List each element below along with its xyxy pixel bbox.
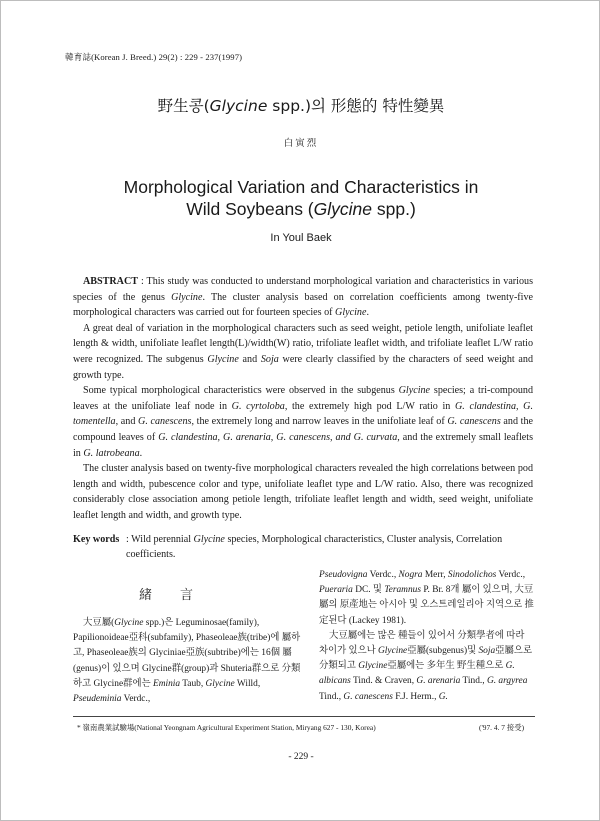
text: Tind.,: [319, 691, 344, 702]
italic-text: Pueraria: [319, 585, 353, 596]
italic-text: Teramnus: [384, 585, 421, 596]
english-author: In Youl Baek: [270, 232, 332, 244]
text: 亞屬으로 分類되고: [319, 646, 533, 672]
italic-text: G.: [438, 691, 448, 702]
text: .: [139, 447, 143, 459]
text: Verdc.,: [121, 694, 151, 705]
italic-text: Sinodolichos: [447, 570, 497, 580]
text: Verdc.,: [367, 570, 399, 580]
italic-text: Glycine: [378, 646, 408, 657]
italic-text: Glycine: [358, 661, 388, 672]
text: DC. 및: [352, 585, 385, 596]
korean-author: 白寅烈: [283, 138, 319, 149]
korean-title-genus: Glycine: [209, 97, 268, 115]
footnote-divider: [73, 716, 535, 717]
italic-text: Eminia: [152, 678, 181, 689]
abstract: [73, 274, 533, 524]
italic-text: G. clandestina, G. arenaria, G. canescens, and G. curvata: [158, 431, 398, 443]
page-number: - 229 -: [288, 752, 314, 762]
text: Tind. & Craven,: [350, 676, 417, 687]
text: 亞屬에는 多年生 野生種으로: [387, 661, 506, 672]
text: : This study was conducted to understand morphological variation and characteristics in various species of the genus: [73, 276, 533, 303]
text: A great deal of variation in the morphological characters such as seed weight, petiole length, unifoliate leaflet length & width, unifoliate leaflet length(L)/width(W) ratio, trifoliate leaflet width, and trifoliate leaflet L/W ratio were recognized. The subgenus: [73, 322, 533, 365]
text: F.J. Herm.,: [392, 691, 439, 702]
text: P. Br. 8개 屬이 있으며, 大豆屬의 原產地는 아시아 및 오스트레일리아 지역으로 推定된다 (Lackey 1981).: [319, 585, 534, 626]
text: and: [238, 353, 261, 365]
body-column-left: [73, 616, 305, 707]
italic-text: Glycine: [205, 678, 235, 689]
body-paragraph: [319, 629, 535, 705]
text: : Wild perennial: [126, 534, 194, 545]
italic-text: Glycine: [171, 291, 203, 303]
english-title: [1, 176, 600, 220]
italic-text: Glycine: [398, 385, 431, 397]
text: were clearly classified by the characters of seed weight and growth type.: [73, 353, 534, 381]
abstract-paragraph-4: The cluster analysis based on twenty-five morphological characters revealed the high correlations between pod length and width, pubescence color and type, unifoliate leaflet type and L/W ratio. Also, there was recognized considerably close association among petiole length, trifoliate leaflet length and width, seed weight, unifoliate leaflet length and width, and growth type.: [73, 463, 533, 521]
abstract-label: ABSTRACT: [83, 276, 138, 287]
italic-text: G. canescens: [343, 691, 393, 702]
journal-citation: 韓育誌(Korean J. Breed.) 29(2) : 229 - 237(1997): [65, 52, 243, 62]
abstract-paragraph-2: [73, 321, 533, 383]
korean-title-part: spp.)의 形態的 特性變異: [267, 97, 445, 115]
italic-text: Glycine: [207, 353, 239, 365]
italic-text: Glycine: [114, 618, 144, 628]
italic-text: G. albicans: [319, 661, 515, 687]
italic-text: G. clandestina, G. tomentella: [73, 400, 533, 428]
body-paragraph: [319, 568, 535, 629]
text: , the extremely long and narrow leaves in the unifoliate leaf of: [191, 416, 448, 428]
body-paragraph: [73, 616, 305, 707]
text: Verdc.,: [496, 570, 526, 580]
english-title-line2: [1, 198, 600, 220]
text: Willd,: [234, 678, 261, 689]
italic-text: Soja: [260, 353, 279, 365]
section-title-introduction: 緒言: [139, 588, 222, 603]
italic-text: G. canescens: [447, 416, 501, 428]
text: Merr,: [422, 570, 448, 580]
text: and the compound leaves of: [73, 416, 533, 443]
korean-title-part: 野生콩(: [157, 97, 210, 115]
italic-text: Pseudeminia: [73, 694, 122, 705]
abstract-paragraph-1: [73, 274, 533, 321]
italic-text: Pseudovigna: [319, 570, 368, 580]
english-title-line1: Morphological Variation and Characteristics in: [123, 177, 479, 197]
text: species; a tri-compound leaves at the unifoliate leaf node in: [73, 385, 534, 412]
body-column-right: [319, 568, 535, 705]
italic-text: G. canescens: [138, 416, 192, 428]
english-title-part: Wild Soybeans (: [186, 199, 314, 219]
keywords-text: [126, 532, 533, 562]
text: , and the extremely small leaflets in: [73, 431, 533, 459]
affiliation-footnote: * 嶺南農業試驗場(National Yeongnam Agricultural Experiment Station, Miryang 627 - 130, Korea): [77, 723, 376, 732]
korean-title: [1, 94, 600, 116]
italic-text: Glycine: [193, 534, 225, 545]
text: . The cluster analysis based on correlation coefficients among twenty-five morphological characters was carried out for fourteen species of: [73, 291, 533, 319]
text: , the extremely high pod L/W ratio in: [284, 400, 455, 412]
text: Some typical morphological characteristics were observed in the subgenus: [83, 385, 399, 397]
english-title-genus: Glycine: [313, 199, 372, 219]
text: .: [366, 307, 369, 319]
text: 大豆屬(: [83, 618, 115, 628]
text: spp.)은 Leguminosae(family), Papilionoideae亞科(subfamily), Phaseoleae族(tribe)에 屬하고, Phaseoleae族의 Glyciniae亞族(subtribe)에는 16個 屬(genus)이 있으며 Glycine群(group)과 Shuteria群으로 分類하고 Glycine群에는: [73, 618, 301, 689]
abstract-paragraph-3: [73, 383, 533, 461]
italic-text: Soja: [478, 646, 496, 657]
italic-text: Nogra: [398, 570, 423, 580]
text: Taub,: [180, 678, 206, 689]
received-date: ('97. 4. 7 接受): [479, 723, 525, 732]
text: species, Morphological characteristics, Cluster analysis, Correlation coefficients.: [126, 534, 503, 560]
text: Tind.,: [460, 676, 487, 687]
text: 亞屬(subgenus)및: [407, 646, 479, 657]
keywords: [73, 532, 533, 562]
text: , and: [115, 416, 139, 428]
italic-text: G. arenaria: [416, 676, 461, 687]
italic-text: G. argyrea: [486, 676, 528, 687]
italic-text: Glycine: [335, 307, 367, 319]
italic-text: G. latrobeana: [83, 447, 140, 459]
english-title-part: spp.): [372, 199, 416, 219]
italic-text: G. cyrtoloba: [231, 400, 285, 412]
text: 大豆屬에는 많은 種들이 있어서 分類學者에 따라 차이가 있으나: [319, 630, 525, 657]
keywords-label: Key words: [73, 534, 120, 545]
